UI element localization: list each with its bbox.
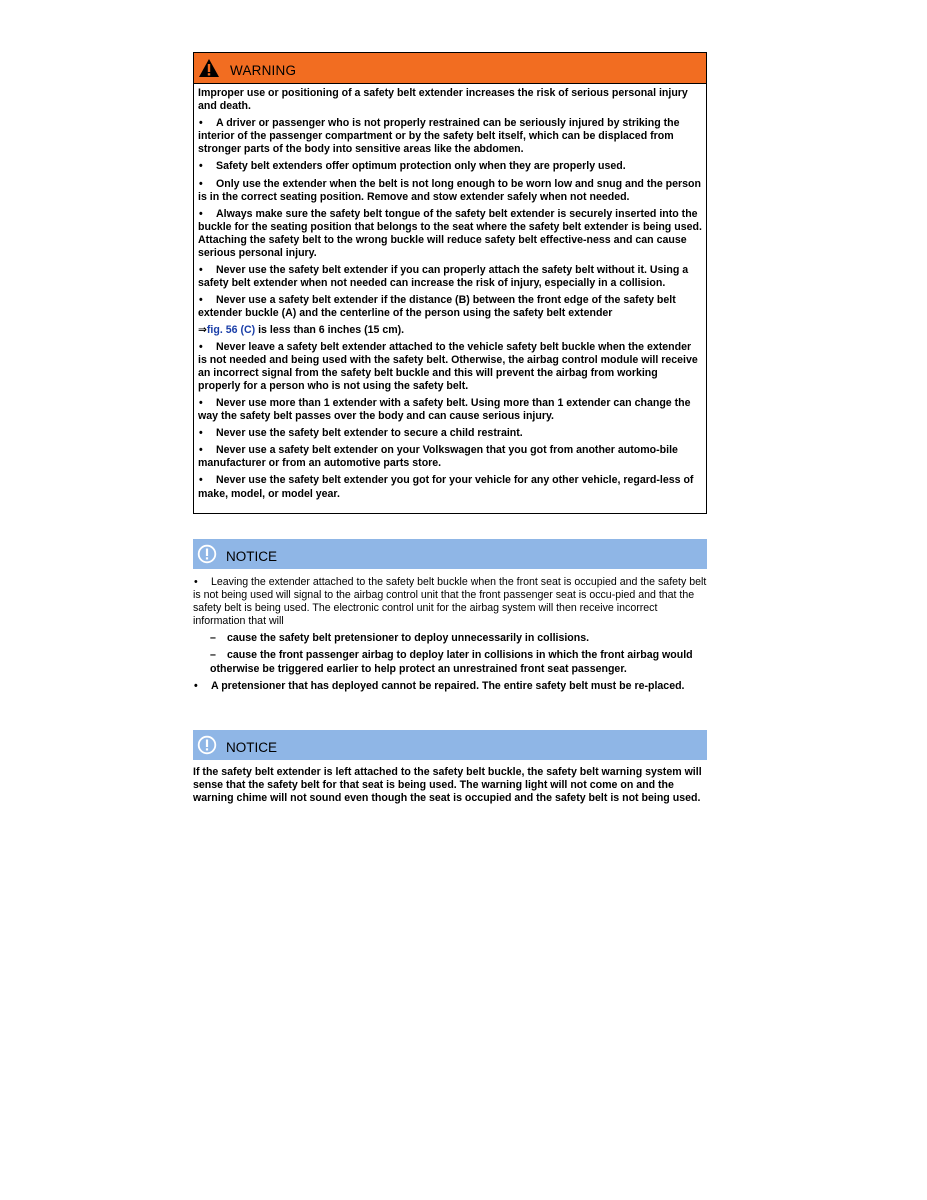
- bullet: •: [199, 117, 203, 130]
- notice-header-2: [193, 730, 707, 760]
- fig-link[interactable]: fig. 56 (C): [206, 323, 256, 336]
- warning-fig-reference: ⇒fig. 56 (C) is less than 6 inches (15 cm).: [198, 323, 405, 336]
- bullet: •: [199, 160, 203, 173]
- exclamation-circle-icon: [197, 735, 217, 755]
- notice-dash-item: – cause the front passenger airbag to deploy later in collisions in which the front airbag would otherwise be triggered earlier to help protect an unrestrained front seat passenger.: [210, 649, 693, 675]
- warning-item: • Never leave a safety belt extender attached to the vehicle safety belt buckle when the extender is not needed and being used with the safety belt. Otherwise, the airbag control module will receive an incorrect signal from the safety belt buckle and this will prevent the airbag from working properly for a person who is not using the safety belt.: [198, 340, 698, 392]
- warning-item: • Never use the safety belt extender you got for your vehicle for any other vehicle, regard-less of make, model, or model year.: [198, 474, 694, 500]
- notice-body-1: [193, 576, 709, 697]
- warning-body: [194, 84, 706, 501]
- warning-item: • Never use the safety belt extender to secure a child restraint.: [199, 427, 523, 440]
- notice-body-2: [193, 766, 709, 809]
- notice-title: NOTICE: [226, 740, 278, 755]
- arrow-icon: ⇒: [198, 323, 207, 336]
- bullet: •: [199, 427, 203, 440]
- warning-item: • Never use more than 1 extender with a safety belt. Using more than 1 extender can change the way the safety belt passes over the body and can cause serious injury.: [198, 396, 691, 423]
- dash: –: [210, 632, 216, 645]
- notice-intro: • Leaving the extender attached to the safety belt buckle when the front seat is occupied and the safety belt is not being used will signal to the airbag control unit that the front passenger seat is occu-pied and that the safety belt is being used. The electronic control unit for the airbag system will then receive incorrect information that will: [193, 576, 707, 628]
- bullet: •: [199, 340, 203, 353]
- warning-item: • Safety belt extenders offer optimum protection only when they are properly used.: [199, 160, 626, 173]
- warning-triangle-icon: [198, 58, 220, 78]
- notice-header-1: [193, 539, 707, 569]
- warning-box: [193, 52, 707, 514]
- warning-title: WARNING: [230, 62, 297, 78]
- bullet: •: [199, 294, 203, 307]
- notice-text: If the safety belt extender is left attached to the safety belt buckle, the safety belt warning system will sense that the safety belt for that seat is being used. The warning light will not come on and the warning chime will not sound even though the seat is occupied and the safety belt is not being used.: [193, 766, 702, 805]
- warning-item: • Never use a safety belt extender if the distance (B) between the front edge of the safety belt extender buckle (A) and the centerline of the person using the safety belt extender: [198, 294, 676, 320]
- dash: –: [210, 649, 216, 662]
- bullet: •: [194, 679, 198, 692]
- notice-final: • A pretensioner that has deployed cannot be repaired. The entire safety belt must be re-placed.: [194, 679, 685, 692]
- notice-title: NOTICE: [226, 549, 278, 564]
- bullet: •: [199, 474, 203, 487]
- warning-item: • Never use a safety belt extender on your Volkswagen that you got from another automo-bile manufacturer or from an automotive parts store.: [198, 444, 678, 470]
- bullet: •: [194, 576, 198, 588]
- warning-item: • Always make sure the safety belt tongue of the safety belt extender is securely inserted into the buckle for the seating position that belongs to the seat where the safety belt extender is being used. Attaching the safety belt to the wrong buckle will reduce safety belt effective-ness and can cause serious personal injury.: [198, 207, 702, 260]
- warning-header: [194, 53, 706, 84]
- warning-item: • Never use the safety belt extender if you can properly attach the safety belt without it. Using a safety belt extender when not needed can increase the risk of injury, especially in a collision.: [198, 264, 689, 290]
- warning-item: • A driver or passenger who is not properly restrained can be seriously injured by striking the interior of the passenger compartment or by the safety belt itself, which can be displaced from stronger parts of the body into sensitive areas like the abdomen.: [198, 117, 680, 156]
- warning-item: • Only use the extender when the belt is not long enough to be worn low and snug and the person is in the correct seating position. Remove and stow extender safely when not needed.: [198, 177, 701, 203]
- warning-intro: Improper use or positioning of a safety belt extender increases the risk of serious personal injury and death.: [198, 87, 688, 113]
- exclamation-circle-icon: [197, 544, 217, 564]
- bullet: •: [199, 207, 203, 220]
- bullet: •: [199, 444, 203, 457]
- bullet: •: [199, 396, 203, 409]
- bullet: •: [199, 264, 203, 277]
- notice-dash-item: – cause the safety belt pretensioner to deploy unnecessarily in collisions.: [210, 632, 590, 645]
- bullet: •: [199, 177, 203, 190]
